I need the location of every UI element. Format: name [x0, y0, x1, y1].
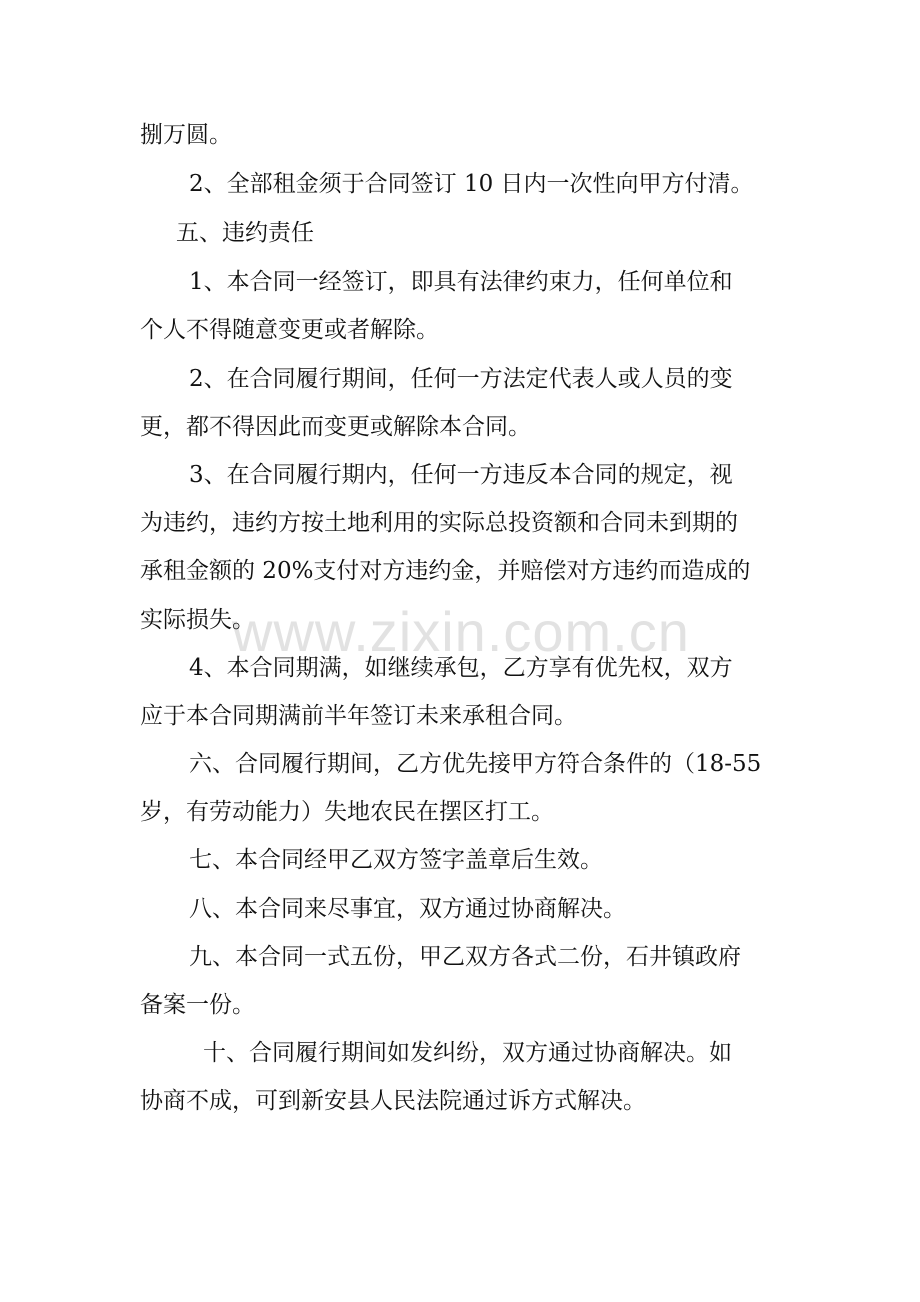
text-line: 备案一份。: [140, 992, 255, 1018]
text-line: 捌万圆。: [140, 122, 232, 148]
text-line: 岁，有劳动能力）失地农民在摆区打工。: [140, 799, 554, 825]
text-line: 1、本合同一经签订，即具有法律约束力，任何单位和: [189, 269, 733, 295]
text-line: 实际损失。: [140, 607, 255, 633]
text-line: 七、本合同经甲乙双方签字盖章后生效。: [189, 847, 603, 873]
text-line: 4、本合同期满，如继续承包，乙方享有优先权，双方: [189, 655, 733, 681]
text-line: 更，都不得因此而变更或解除本合同。: [140, 414, 531, 440]
text-line: 十、合同履行期间如发纠纷，双方通过协商解决。如: [203, 1040, 732, 1066]
text-line: 六、合同履行期间，乙方优先接甲方符合条件的（18-55: [189, 751, 762, 777]
text-line: 九、本合同一式五份，甲乙双方各式二份，石井镇政府: [189, 944, 741, 970]
text-line: 3、在合同履行期内，任何一方违反本合同的规定，视: [189, 462, 733, 488]
text-line: 承租金额的 20%支付对方违约金，并赔偿对方违约而造成的: [140, 558, 751, 584]
text-line: 2、在合同履行期间，任何一方法定代表人或人员的变: [189, 366, 733, 392]
text-line: 为违约，违约方按土地利用的实际总投资额和合同未到期的: [140, 510, 738, 536]
section-heading: 五、违约责任: [176, 220, 314, 246]
text-line: 个人不得随意变更或者解除。: [140, 317, 439, 343]
text-line: 2、全部租金须于合同签订 10 日内一次性向甲方付清。: [189, 171, 754, 197]
watermark: www.zixin.com.cn: [232, 600, 690, 663]
text-line: 八、本合同来尽事宜，双方通过协商解决。: [189, 896, 626, 922]
text-line: 应于本合同期满前半年签订未来承租合同。: [140, 703, 577, 729]
text-line: 协商不成，可到新安县人民法院通过诉方式解决。: [140, 1088, 646, 1114]
